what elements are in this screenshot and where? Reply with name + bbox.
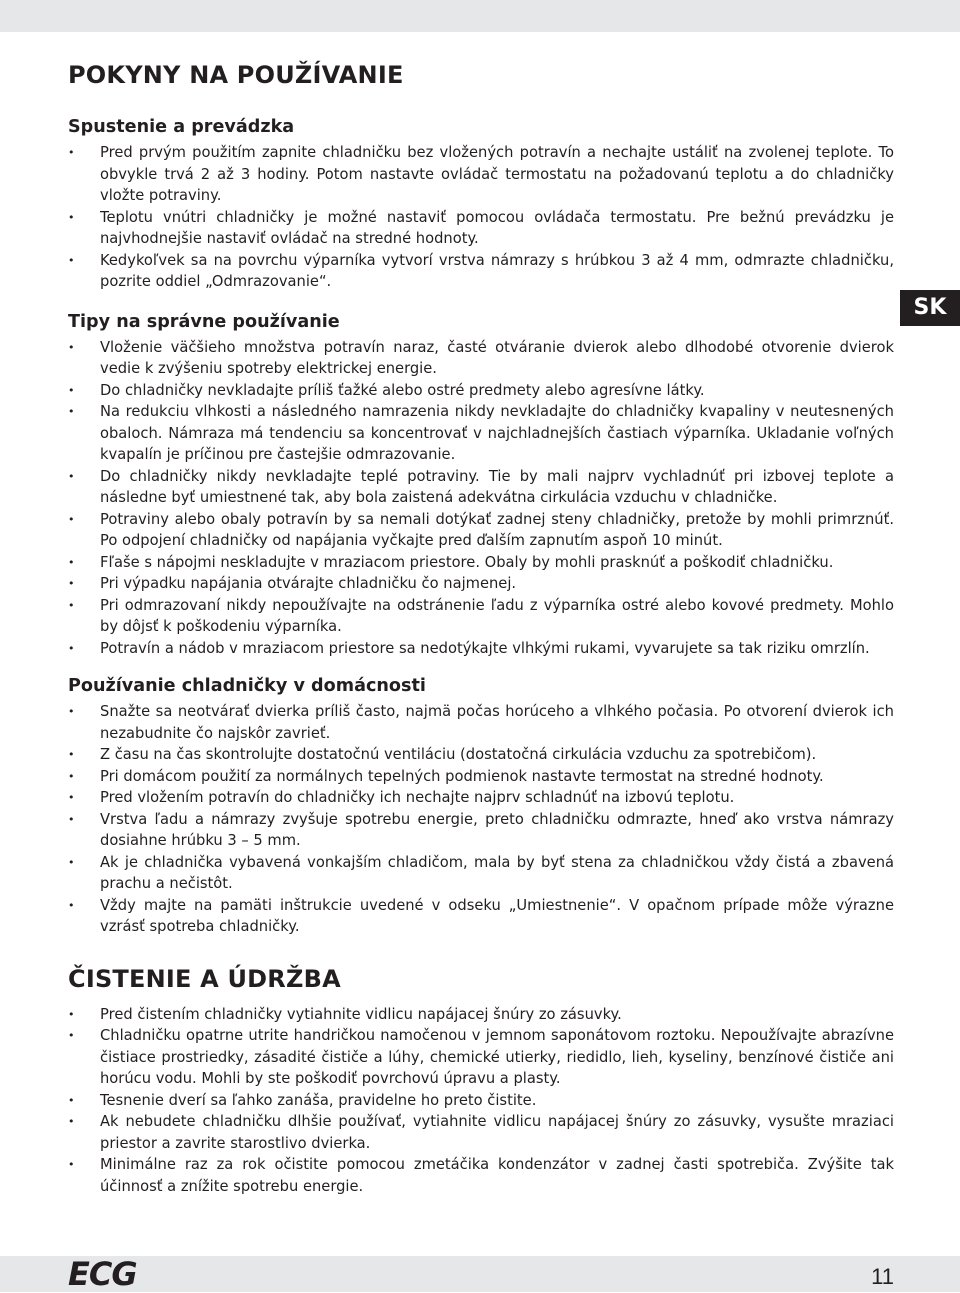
tips-list xyxy=(68,337,894,660)
startup-list xyxy=(68,142,894,293)
list-item: • Pri domácom použití za normálnych tepelných podmienok nastavte termostat na stredné hodnoty. xyxy=(68,766,894,788)
footer-band xyxy=(0,1256,960,1292)
list-item: • Pri výpadku napájania otvárajte chladničku čo najmenej. xyxy=(68,573,894,595)
list-item: • Chladničku opatrne utrite handričkou namočenou v jemnom saponátovom roztoku. Nepoužívajte abrazívne čistiace prostriedky, zásadité čističe a lúhy, chemické utierky, riedidlo, lieh, kyseliny, benzínové čističe ani horúcu vodu. Mohli by ste poškodiť povrchovú úpravu a plasty. xyxy=(68,1025,894,1090)
header-band xyxy=(0,0,960,32)
list-item: • Vrstva ľadu a námrazy zvyšuje spotrebu energie, preto chladničku odmrazte, hneď ako vrstva námrazy dosiahne hrúbku 3 – 5 mm. xyxy=(68,809,894,852)
list-item: • Teplotu vnútri chladničky je možné nastaviť pomocou ovládača termostatu. Pre bežnú prevádzku je najvhodnejšie nastaviť ovládač na stredné hodnoty. xyxy=(68,207,894,250)
list-item: • Z času na čas skontrolujte dostatočnú ventiláciu (dostatočná cirkulácia vzduchu za spotrebičom). xyxy=(68,744,894,766)
language-tab: SK xyxy=(900,290,960,326)
list-item: • Vždy majte na pamäti inštrukcie uvedené v odseku „Umiestnenie“. V opačnom prípade môže výrazne vzrásť spotreba chladničky. xyxy=(68,895,894,938)
page-number: 11 xyxy=(871,1264,894,1289)
usage-title: POKYNY NA POUŽÍVANIE xyxy=(68,61,404,89)
tips-heading: Tipy na správne používanie xyxy=(68,311,340,332)
list-item: • Fľaše s nápojmi neskladujte v mraziacom priestore. Obaly by mohli prasknúť a poškodiť chladničku. xyxy=(68,552,894,574)
list-item: • Do chladničky nikdy nevkladajte teplé potraviny. Tie by mali najprv vychladnúť pri izbovej teplote a následne byť umiestnené tak, aby bola zaistená adekvátna cirkulácia vzduchu v chladničke. xyxy=(68,466,894,509)
list-item: • Kedykoľvek sa na povrchu výparníka vytvorí vrstva námrazy s hrúbkou 3 až 4 mm, odmrazte chladničku, pozrite oddiel „Odmrazovanie“. xyxy=(68,250,894,293)
list-item: • Vloženie väčšieho množstva potravín naraz, časté otváranie dvierok alebo dlhodobé otvorenie dvierok vedie k zvýšeniu spotreby elektrickej energie. xyxy=(68,337,894,380)
list-item: • Ak je chladnička vybavená vonkajším chladičom, mala by byť stena za chladničkou vždy čistá a zbavená prachu a nečistôt. xyxy=(68,852,894,895)
list-item: • Potraviny alebo obaly potravín by sa nemali dotýkať zadnej steny chladničky, pretože by mohli primrznúť. Po odpojení chladničky od napájania vyčkajte pred ďalším zapnutím aspoň 10 minút. xyxy=(68,509,894,552)
household-heading: Používanie chladničky v domácnosti xyxy=(68,676,426,696)
list-item: • Na redukciu vlhkosti a následného namrazenia nikdy nevkladajte do chladničky kvapaliny v neutesnených obaloch. Námraza má tendenciu sa koncentrovať v najchladnejších častiach výparníka. Ukladanie voľných kvapalín je príčinou pre častejšie odmrazovanie. xyxy=(68,401,894,466)
household-list xyxy=(68,701,894,938)
list-item: • Pred vložením potravín do chladničky ich nechajte najprv schladnúť na izbovú teplotu. xyxy=(68,787,894,809)
list-item: • Potravín a nádob v mraziacom priestore sa nedotýkajte vlhkými rukami, vyvarujete sa tak riziku omrzlín. xyxy=(68,638,894,660)
startup-heading: Spustenie a prevádzka xyxy=(68,117,295,137)
list-item: • Pri odmrazovaní nikdy nepoužívajte na odstránenie ľadu z výparníka ostré alebo kovové predmety. Mohlo by dôjsť k poškodeniu výparníka. xyxy=(68,595,894,638)
list-item: • Do chladničky nevkladajte príliš ťažké alebo ostré predmety alebo agresívne látky. xyxy=(68,380,894,402)
brand-logo: ECG xyxy=(68,1255,137,1293)
cleaning-list xyxy=(68,1004,894,1198)
list-item: • Minimálne raz za rok očistite pomocou zmetáčika kondenzátor v zadnej časti spotrebiča. Zvýšite tak účinnosť a znížite spotrebu energie. xyxy=(68,1154,894,1197)
page-content xyxy=(68,58,894,1197)
list-item: • Tesnenie dverí sa ľahko zanáša, pravidelne ho preto čistite. xyxy=(68,1090,894,1112)
cleaning-title: ČISTENIE A ÚDRŽBA xyxy=(68,964,341,993)
list-item: • Snažte sa neotvárať dvierka príliš často, najmä počas horúceho a vlhkého počasia. Po otvorení dvierok ich nezabudnite čo najskôr zavrieť. xyxy=(68,701,894,744)
list-item: • Ak nebudete chladničku dlhšie používať, vytiahnite vidlicu napájacej šnúry zo zásuvky, vysušte mraziaci priestor a zavrite starostlivo dvierka. xyxy=(68,1111,894,1154)
list-item: • Pred čistením chladničky vytiahnite vidlicu napájacej šnúry zo zásuvky. xyxy=(68,1004,894,1026)
list-item: • Pred prvým použitím zapnite chladničku bez vložených potravín a nechajte ustáliť na zvolenej teplote. To obvykle trvá 2 až 3 hodiny. Potom nastavte ovládač termostatu na požadovanú teplotu a do chladničky vložte potraviny. xyxy=(68,142,894,207)
